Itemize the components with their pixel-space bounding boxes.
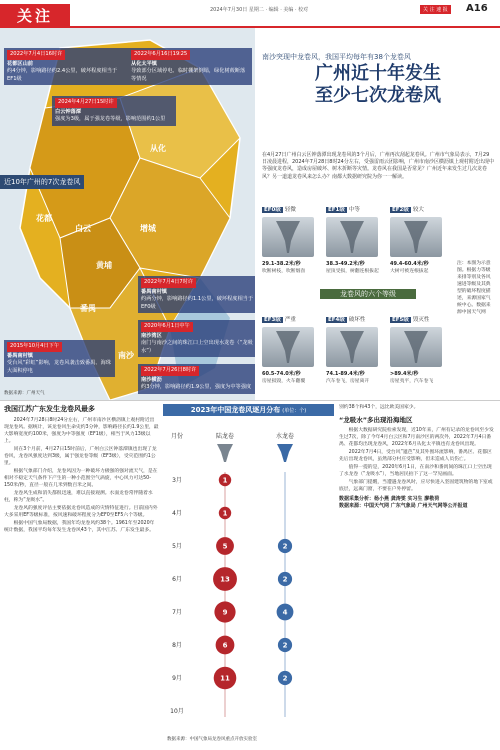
event-date: 2022年7月4日7时许 (141, 278, 196, 288)
column-header: 陆龙卷 (215, 433, 235, 440)
month-label: 9月 (172, 675, 182, 682)
chart-unit: (单位：个) (282, 407, 307, 414)
paragraph: 2022年7月4日，受台风“暹芭”及其外围环流影响，番禺区、花都区先后出现龙卷风，虽然部分村庄受影响，但未造成人员伤亡。 (339, 450, 492, 462)
ef-wind-speed: 29.1-38.2米/秒 (262, 261, 301, 267)
ef-damage: 汽车卷飞，房屋离开 (326, 379, 370, 384)
issue-meta: 2024年7月30日 星期二 · 编辑 · 美编 · 校对 (210, 7, 309, 13)
ef-scale-panel (262, 205, 457, 400)
paragraph: 根据大数据研究院检索发现，近10年来，广州有记录的龙卷风至少发生过7次，除了今年4月白云区和7月南沙区的两次外，2022年7月4日番禺、花都均出现龙卷风，2022年6月从化太平镇也有龙卷风出现。 (339, 428, 494, 447)
land-count-label: 1 (222, 509, 228, 518)
ef-note: 注：本图为示意图。根据力等级来排等别及各风速进等级及其典型的破坏程度描述，来源国家气候中心。数据来源中国天气网 (457, 261, 491, 315)
water-tornado-icon (277, 444, 293, 462)
month-label: 10月 (170, 708, 184, 715)
ef-level-name: 较大 (412, 207, 424, 213)
event-text: 约两分钟，影响路径约1.1公里，破坏程度相当于EF0级 (141, 296, 254, 310)
district-conghua: 从化 (150, 144, 166, 153)
event-date: 2015年10月4日下午 (7, 342, 62, 352)
ef-level-title (390, 205, 452, 213)
ef-band-title: 龙卷风的六个等级 (320, 289, 416, 299)
event-date: 2022年7月4日16时许 (7, 50, 65, 60)
event-card (138, 320, 255, 357)
ef-damage: 房屋损毁，火车翻覆 (262, 379, 306, 384)
event-date: 2024年4月27日15时许 (55, 98, 117, 108)
event-date: 2022年6月16日19∶25 (131, 50, 190, 60)
ef-level-label: EF0级 (264, 207, 281, 213)
ef-wind-speed: 49.4-60.4米/秒 (390, 261, 429, 267)
section-divider (0, 400, 500, 401)
tornado-illustration (326, 217, 378, 257)
event-card (52, 96, 176, 126)
ef-level-title (262, 205, 324, 213)
month-label: 6月 (172, 576, 182, 583)
left-article (4, 404, 159, 535)
water-count-label: 4 (282, 608, 288, 617)
event-title: 南沙横沥 (141, 376, 162, 383)
event-text: 约4分钟，影响路径约2.4公里，破坏程度相当于EF1级 (7, 68, 118, 82)
event-text: 约3分钟，影响路径约1.9公里，强度为中等强度 (141, 384, 252, 390)
chart-source: 数据来源：中国气象局龙卷风重点开放实验室 (167, 737, 257, 742)
paragraph: 同在3个月前，4月27日15时前后，广州白云区钟落潭镇也出现了龙卷风，龙卷风强度达到3级，属于强龙卷等级（EF3级），受灾范围约1公里。 (4, 447, 157, 466)
ef-level-title (326, 205, 388, 213)
ef-level-title (262, 315, 324, 323)
event-title: 花都区山前 (7, 60, 33, 67)
month-label: 5月 (172, 543, 182, 550)
paragraph: 气象部门提醒，当遭遇龙卷风时，应尽快进入坚固建筑物的地下室或底层，远离门窗，不要在户外停留。 (339, 480, 493, 492)
chart-title-text: 2023年中国龙卷风逐月分布 (190, 406, 281, 414)
paragraph: 龙卷风生成和消失都很迅速，难以直接观测。水面龙卷常伴随着水柱，称为“龙吸水”。 (4, 491, 153, 503)
paragraph: 根据气象部门介绍，龙卷风因为一种破坏力极强的强对流天气，是在相对不稳定天气条件下产生的一种小范围空气涡旋，中心风力可达50-150米/秒，直径一般在几米到数百米之间。 (4, 469, 158, 488)
land-count-label: 6 (222, 641, 228, 650)
ef-wind-speed: 38.3-49.2米/秒 (326, 261, 365, 267)
event-date: 2020年6月1日中午 (141, 322, 193, 332)
land-count-label: 11 (220, 674, 230, 683)
header-badge: 关 注 速 报 (420, 5, 451, 14)
ef-level-label: EF1级 (328, 207, 345, 213)
ef-damage: 大树可被连根拔起 (390, 269, 429, 274)
month-label: 3月 (172, 477, 182, 484)
ef-level-label: EF3级 (264, 317, 281, 323)
map-source: 数据来源：广州天气 (4, 391, 45, 396)
ef-wind-speed: 60.5-74.0米/秒 (262, 371, 301, 377)
month-label: 7月 (172, 609, 182, 616)
ef-damage: 房屋夷平，汽车卷飞 (390, 379, 434, 384)
subtitle: 南沙突现中龙卷风，我国平均每年有38个龙卷风 (262, 53, 411, 61)
paragraph: 值得一提的是，2020年6月1日，在南沙和番禺间的珠江口上空出现了水龙卷（“龙吸水”），当地居民拍下了这一罕见画面。 (339, 465, 492, 477)
tornado-illustration (262, 217, 314, 257)
event-title: 番禺南村镇 (7, 352, 33, 359)
district-baiyun: 白云 (75, 224, 91, 233)
left-title: 我国江苏广东发生龙卷风最多 (4, 405, 95, 413)
water-count-label: 2 (282, 575, 288, 584)
water-count-label: 2 (282, 641, 288, 650)
event-card (138, 364, 255, 394)
map-title: 近10年广州的7次龙卷风 (0, 175, 84, 189)
ef-level-label: EF4级 (328, 317, 345, 323)
paragraph: 根据中国气象局数据，我国年均龙卷风约38个。1961年至2020年统计数据，我国平均每年发生龙卷风43个，其中江苏、广东发生最多。 (4, 521, 155, 533)
monthly-tornado-chart (163, 404, 334, 746)
section-kicker: 关注 (0, 4, 70, 26)
ef-level-card (326, 315, 388, 384)
paragraph: 别约38个和43个，远比欧美国家少。 (339, 405, 419, 410)
land-count-label: 5 (222, 542, 228, 551)
column-header: 水龙卷 (275, 433, 295, 440)
district-huangpu: 黄埔 (96, 261, 112, 270)
ef-wind-speed: >89.4米/秒 (390, 371, 419, 377)
headline-line: 广州近十年发生 (315, 63, 441, 84)
event-card (128, 48, 252, 85)
event-title: 从化太平镇 (131, 60, 157, 67)
ef-level-card (390, 315, 452, 384)
ef-level-card (326, 205, 388, 274)
event-text: 南门与南沙之间的珠江口上空出现水龙卷（“龙吸水”） (141, 340, 253, 354)
district-huadu: 花都 (36, 214, 52, 223)
ef-level-name: 破坏性 (348, 317, 366, 323)
event-card (4, 340, 115, 377)
page-number: A16 (466, 3, 488, 14)
event-title: 番禺南村镇 (141, 288, 167, 295)
event-title: 白云钟落潭 (55, 108, 81, 115)
ef-level-card (262, 315, 324, 384)
right-article (339, 404, 496, 510)
paragraph: 龙卷风的强度评估主要依据龙卷风造成的灾情特征进行。目前国内外大多采用EF等级标准，按风速和破坏程度分为EF0至EF5六个等级。 (4, 506, 158, 518)
tornado-illustration (390, 217, 442, 257)
tornado-illustration (326, 327, 378, 367)
headline-line: 至少七次龙卷风 (315, 85, 441, 106)
event-card (4, 48, 128, 85)
land-tornado-icon (217, 444, 233, 462)
ef-level-label: EF5级 (392, 317, 409, 323)
land-count-label: 13 (220, 575, 230, 584)
ef-level-name: 毁灭性 (412, 317, 430, 323)
ef-level-label: EF2级 (392, 207, 409, 213)
right-section-title: “龙吸水”多出现沿海地区 (339, 416, 413, 424)
event-title: 南沙湾区 (141, 332, 162, 339)
lead-paragraph: 在4月27日广州白云区钟落潭出现龙卷风的3个月后，广州再次刮起龙卷风。广州市气象局表示，7月29日凌晨进程，2024年7月28日8时24分左右，受强雷雨云团影响，广州市南沙区横沥镇上观村附近出现中等强度龙卷风，造成房屋破坏、树木折断等灾情。龙卷风在我国是否常见？广州近年来发生过几次龙卷风？另一道道龙卷风来怎么办？南都大数据研究院为你一一解读。 (262, 152, 494, 180)
ef-wind-speed: 74.1-89.4米/秒 (326, 371, 365, 377)
column-header: 月份 (170, 433, 184, 440)
ef-damage: 屋顶受损，树翻连根拔起 (326, 269, 379, 274)
paragraph: 2024年7月28日8时24分左右，广州市南沙区横沥镇上观村附近出现龙卷风。据统计，该龙卷风生命史约3分钟，影响路径长约1.9公里，最大影响宽度约100米，强度为中等强度（EF1级），相当于风力13级以上。 (4, 418, 159, 444)
ef-level-name: 轻微 (284, 207, 296, 213)
district-zengcheng: 增城 (140, 224, 156, 233)
headline (260, 63, 496, 107)
tornado-illustration (262, 327, 314, 367)
ef-level-card (390, 205, 452, 274)
event-card (138, 276, 255, 313)
event-text: 导致部分区域停电、临时棚架倒塌，绿化树莜断落等情况 (131, 68, 246, 82)
month-label: 8月 (172, 642, 182, 649)
ef-level-name: 中等 (348, 207, 360, 213)
water-count-label: 2 (282, 674, 288, 683)
tornado-illustration (390, 327, 442, 367)
ef-level-card (262, 205, 324, 274)
ef-level-title (390, 315, 452, 323)
event-text: 强度为3级，属于强龙卷等级，影响范围约1公里 (55, 116, 166, 122)
land-count-label: 9 (222, 608, 228, 617)
event-date: 2022年7月26日8时许 (141, 366, 199, 376)
land-count-label: 1 (222, 476, 228, 485)
ef-level-title (326, 315, 388, 323)
water-count-label: 2 (282, 542, 288, 551)
event-text: 受台风“彩虹”影响，龙卷风袭击致番禺、海珠大面积停电 (7, 360, 111, 374)
chart-svg (163, 416, 334, 746)
credits: 数据采集分析：杨小燕 龚涛雯 实习生 廖敬荷 数据来源：中国天气网 广东气象局 广州天气网等公开报道 (339, 496, 468, 509)
ef-level-name: 严重 (284, 317, 296, 323)
district-panyu: 番禺 (80, 304, 96, 313)
district-nansha: 南沙 (118, 351, 134, 360)
month-label: 4月 (172, 510, 182, 517)
guangzhou-map (0, 28, 255, 400)
ef-damage: 吹断树枝，吹断烟囱 (262, 269, 306, 274)
chart-title (163, 404, 334, 416)
